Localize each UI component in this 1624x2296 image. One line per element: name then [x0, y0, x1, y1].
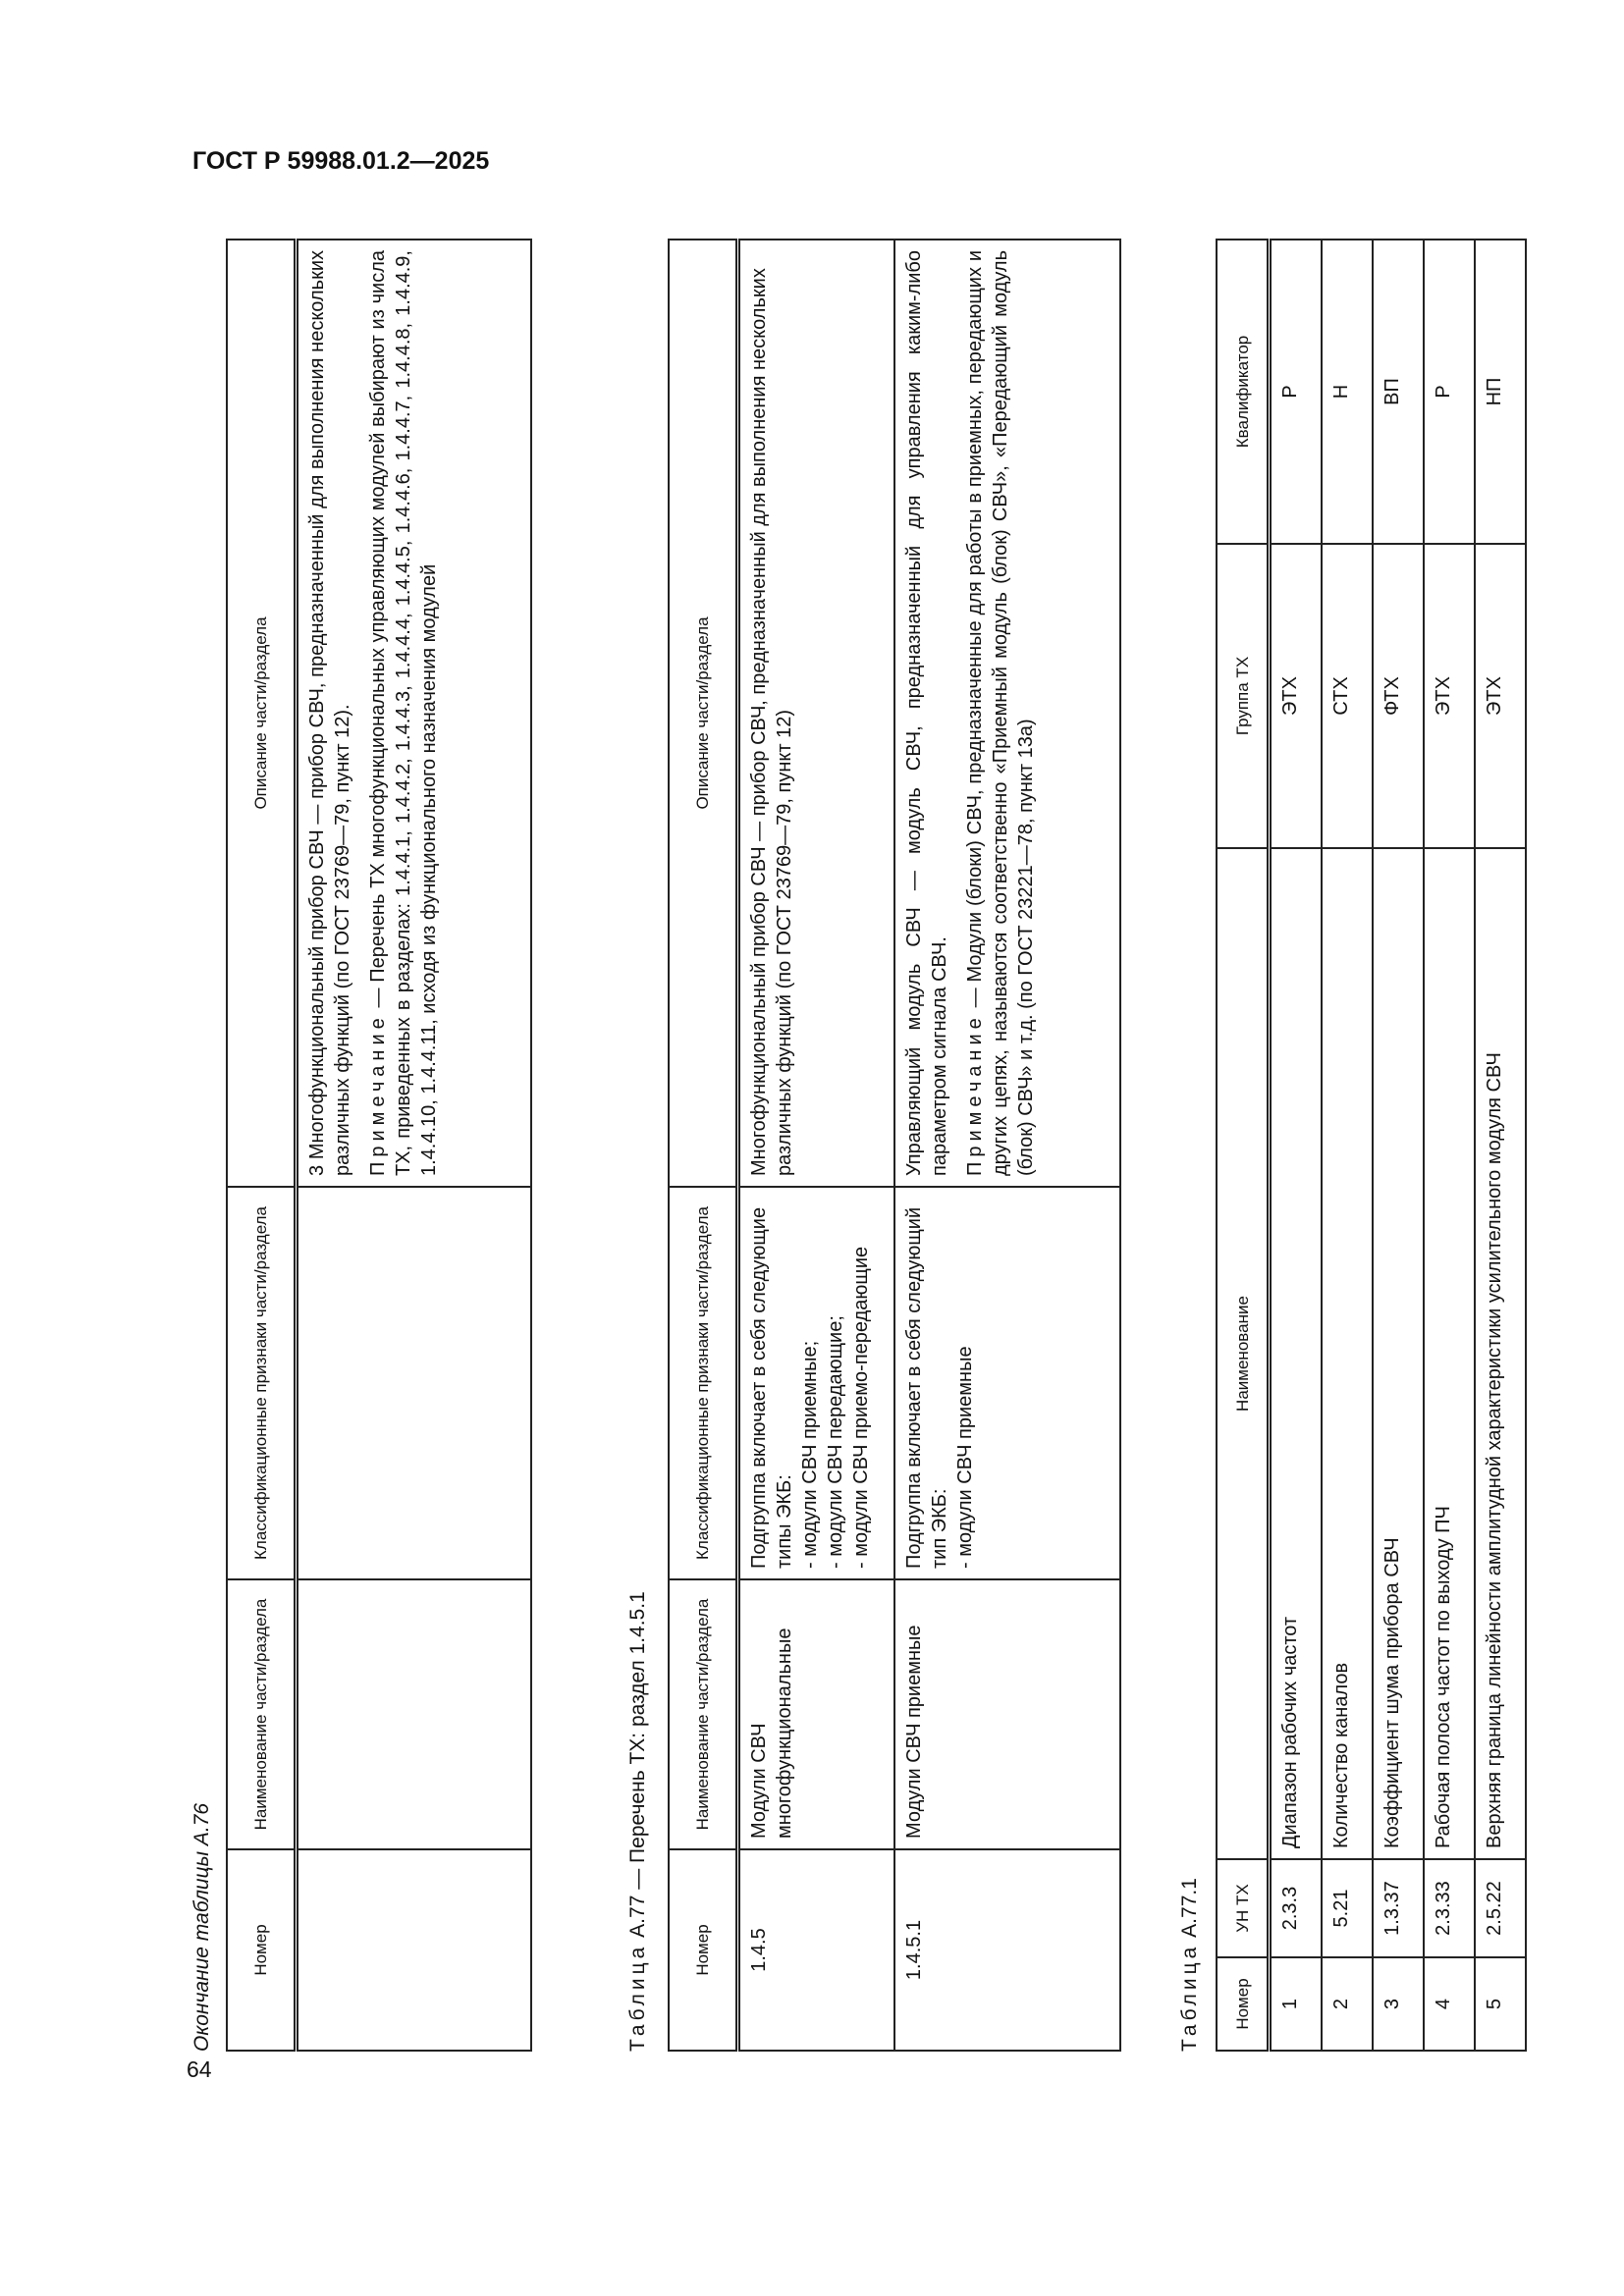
table-a771-caption — [1178, 1878, 1202, 2052]
cell-name: Коэффициент шума прибора СВЧ — [1373, 848, 1424, 1859]
cell-number: 4 — [1424, 1957, 1475, 2051]
header-number: Номер — [227, 1849, 296, 2051]
cell-features — [737, 1187, 894, 1579]
header-description: Описание части/раздела — [227, 240, 296, 1187]
table-row — [1475, 240, 1526, 2051]
caption-rest: А.77 — Перечень ТХ: раздел 1.4.5.1 — [626, 1591, 649, 1944]
table-a771 — [1216, 239, 1527, 2052]
features-intro: Подгруппа включает в себя следующие типы ЭКБ: — [747, 1206, 795, 1569]
cell-number: 1.4.5.1 — [894, 1849, 1120, 2051]
description-text: Управляющий модуль СВЧ — модуль СВЧ, предназначенный для управления каким-либо параметром сигнала СВЧ. — [903, 250, 950, 1176]
cell-name: Верхняя граница линейности амплитудной характеристики усилительного модуля СВЧ — [1475, 848, 1526, 1859]
cell-number — [296, 1849, 531, 2051]
header-features: Классификационные признаки части/раздела — [227, 1187, 296, 1579]
cell-name: Модули СВЧ приемные — [894, 1579, 1120, 1849]
header-number: Номер — [1217, 1957, 1270, 2051]
cell-number: 1.4.5 — [737, 1849, 894, 2051]
cell-qualifier: Р — [1424, 240, 1475, 544]
cell-description: Многофункциональный прибор СВЧ — прибор СВЧ, предназначенный для выполнения нескольких различных функций (по ГОСТ 23769—79, пункт 12) — [737, 240, 894, 1187]
table-row — [737, 240, 894, 2051]
cell-features — [296, 1187, 531, 1579]
cell-code: 2.3.3 — [1270, 1859, 1323, 1957]
note-label: Примечание — [964, 1013, 986, 1176]
cell-qualifier: Р — [1270, 240, 1323, 544]
cell-description — [894, 240, 1120, 1187]
caption-rest: А.77.1 — [1178, 1878, 1201, 1944]
table-row — [894, 240, 1120, 2051]
features-intro: Подгруппа включает в себя следующий тип ЭКБ: — [903, 1206, 950, 1569]
table-a76-end — [226, 239, 532, 2052]
list-item: - модули СВЧ приемные; — [798, 1340, 821, 1569]
features-list — [797, 1198, 874, 1569]
cell-code: 5.21 — [1322, 1859, 1373, 1957]
cell-name — [296, 1579, 531, 1849]
cell-number: 1 — [1270, 1957, 1323, 2051]
header-code: УН ТХ — [1217, 1859, 1270, 1957]
page-number: 64 — [187, 2056, 212, 2082]
cell-name: Модули СВЧ многофункциональные — [737, 1579, 894, 1849]
cell-code: 1.3.37 — [1373, 1859, 1424, 1957]
header-group: Группа ТХ — [1217, 544, 1270, 848]
note-label: Примечание — [366, 1013, 389, 1176]
cell-name: Диапазон рабочих частот — [1270, 848, 1323, 1859]
cell-group: ЭТХ — [1475, 544, 1526, 848]
description-text: 3 Многофункциональный прибор СВЧ — прибор СВЧ, предназначенный для выполнения нескольких различных функций (по ГОСТ 23769—79, пункт 12). — [305, 250, 353, 1176]
list-item: - модули СВЧ приемные — [954, 1346, 976, 1569]
note-text: — Модули (блоки) СВЧ, предназначенные для работы в приемных, передающих и других цепях, называются соответственно «Приемный модуль (блок) СВЧ», «Передающий модуль (блок) СВЧ» и т.д. (по ГОСТ 23221—78, пункт 13а) — [964, 250, 1037, 1176]
cell-group: ЭТХ — [1424, 544, 1475, 848]
caption-prefix: Таблица — [1178, 1943, 1201, 2052]
cell-qualifier: НП — [1475, 240, 1526, 544]
note — [365, 250, 442, 1176]
header-description: Описание части/раздела — [669, 240, 737, 1187]
list-item: - модули СВЧ приемо-передающие — [849, 1246, 872, 1569]
note — [962, 250, 1039, 1176]
cell-features — [894, 1187, 1120, 1579]
table-a77 — [668, 239, 1121, 2052]
cell-qualifier: ВП — [1373, 240, 1424, 544]
cell-code: 2.3.33 — [1424, 1859, 1475, 1957]
list-item: - модули СВЧ передающие; — [824, 1315, 846, 1569]
document-header: ГОСТ Р 59988.01.2—2025 — [192, 147, 490, 175]
rotated-content — [157, 236, 1505, 2052]
cell-number: 3 — [1373, 1957, 1424, 2051]
cell-name: Рабочая полоса частот по выходу ПЧ — [1424, 848, 1475, 1859]
header-number: Номер — [669, 1849, 737, 2051]
features-list — [952, 1198, 978, 1569]
table-a76-caption: Окончание таблицы А.76 — [190, 1802, 213, 2052]
note-text: — Перечень ТХ многофункциональных управляющих модулей выбирают из числа ТХ, приведенных в разделах: 1.4.4.1, 1.4.4.2, 1.4.4.3, 1.4.4.4, 1.4.4.5, 1.4.4.6, 1.4.4.7, 1.4.4.8, 1.4.4.9, 1.4.4.10, 1.4.4.11, исходя из функционального назначения модулей — [366, 250, 440, 1176]
caption-prefix: Таблица — [626, 1943, 649, 2052]
header-qualifier: Квалификатор — [1217, 240, 1270, 544]
header-name: Наименование части/раздела — [669, 1579, 737, 1849]
cell-group: ЭТХ — [1270, 544, 1323, 848]
cell-qualifier: Н — [1322, 240, 1373, 544]
cell-number: 2 — [1322, 1957, 1373, 2051]
cell-description — [296, 240, 531, 1187]
table-row — [1373, 240, 1424, 2051]
cell-code: 2.5.22 — [1475, 1859, 1526, 1957]
table-row — [1322, 240, 1373, 2051]
table-a77-caption — [626, 1591, 650, 2052]
cell-name: Количество каналов — [1322, 848, 1373, 1859]
header-features: Классификационные признаки части/раздела — [669, 1187, 737, 1579]
cell-number: 5 — [1475, 1957, 1526, 2051]
table-row — [296, 240, 531, 2051]
cell-group: СТХ — [1322, 544, 1373, 848]
table-row — [1424, 240, 1475, 2051]
cell-group: ФТХ — [1373, 544, 1424, 848]
table-row — [1270, 240, 1323, 2051]
header-name: Наименование — [1217, 848, 1270, 1859]
header-name: Наименование части/раздела — [227, 1579, 296, 1849]
